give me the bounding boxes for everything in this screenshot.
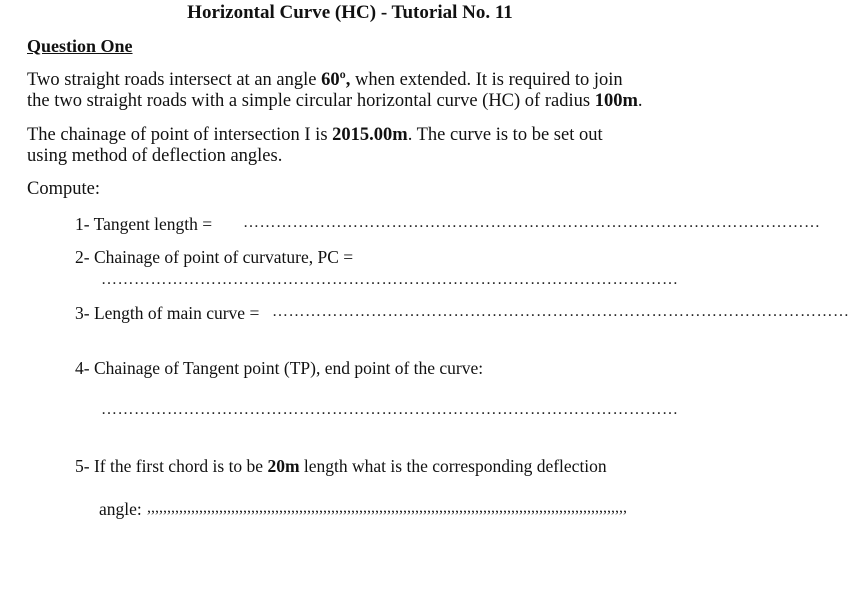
compute-label: Compute:	[27, 179, 100, 199]
chord-length-value: 20m	[267, 456, 300, 476]
text: length what is the corresponding deflection	[299, 456, 607, 476]
angle-value: 60º,	[321, 70, 351, 90]
text: 5- If the first chord is to be	[75, 456, 268, 476]
paragraph-1-line-2	[27, 91, 642, 112]
text: the two straight roads with a simple circular horizontal curve (HC) of radius	[27, 91, 595, 111]
question-3-length-main-curve: 3- Length of main curve =	[75, 303, 260, 323]
question-heading: Question One	[27, 36, 133, 56]
question-5-deflection-angle	[75, 456, 607, 477]
paragraph-2-line-2: using method of deflection angles.	[27, 146, 283, 166]
paragraph-1-line-1	[27, 70, 642, 91]
question-4-chainage-tp: 4- Chainage of Tangent point (TP), end point of the curve:	[75, 358, 484, 378]
paragraph-2-line-1	[27, 125, 603, 146]
text: when extended. It is required to join	[350, 70, 623, 90]
answer-line-5: ,,,,,,,,,,,,,,,,,,,,,,,,,,,,,,,,,,,,,,,,,,,,,,,,,,,,,,,,,,,,,,,,,,,,,,,,,,,,,,,,,,,,,,,,,,,,,,,,,,,,,,,,,,,,,,,,,,,,,,,,	[147, 499, 627, 516]
answer-line-4: ……………………………………………………………………………………………	[101, 401, 679, 418]
text: . The curve is to be set out	[407, 125, 603, 145]
text: .	[637, 91, 643, 111]
question-1-tangent-length: 1- Tangent length =	[75, 214, 213, 234]
question-2-chainage-pc: 2- Chainage of point of curvature, PC =	[75, 247, 354, 267]
answer-line-3: ……………………………………………………………………………………………	[272, 303, 850, 320]
radius-value: 100m	[594, 91, 638, 111]
question-5-angle-label: angle:	[99, 499, 142, 519]
text: The chainage of point of intersection I is	[27, 125, 333, 145]
answer-line-1: ……………………………………………………………………………………………	[243, 214, 821, 231]
paragraph-1	[27, 70, 642, 112]
text: Two straight roads intersect at an angle	[27, 70, 322, 90]
page-title: Horizontal Curve (HC) - Tutorial No. 11	[187, 2, 513, 23]
answer-line-2: ……………………………………………………………………………………………	[101, 271, 679, 288]
paragraph-2	[27, 125, 603, 167]
chainage-value: 2015.00m	[332, 125, 408, 145]
